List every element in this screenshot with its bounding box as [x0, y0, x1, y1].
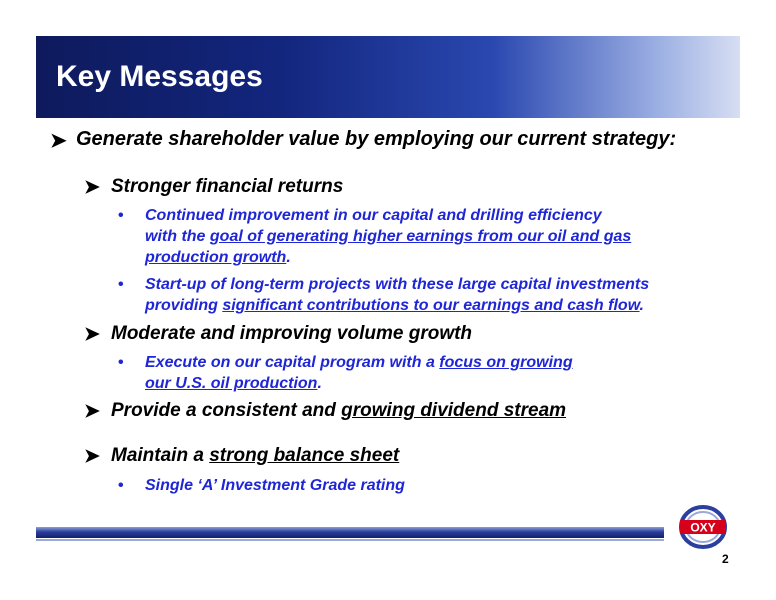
bullet-line — [145, 373, 573, 394]
dot-bullet-icon: • — [118, 477, 124, 494]
title-banner — [36, 36, 740, 118]
bullet-long-term-projects — [118, 274, 650, 316]
bullet-link-text: significant contributions to our earnings and cash flow — [222, 297, 640, 314]
bullet-investment-grade — [118, 475, 405, 496]
dot-bullet-icon: • — [118, 276, 124, 293]
bullet-text: . — [286, 249, 291, 266]
arrow-bullet-icon: ➤ — [84, 401, 100, 422]
dot-bullet-icon: • — [118, 354, 124, 371]
oxy-logo — [678, 505, 728, 549]
logo-text: OXY — [690, 520, 716, 535]
arrow-bullet-icon: ➤ — [84, 324, 100, 345]
bullet-line: Start-up of long-term projects with these large capital investments — [145, 276, 650, 293]
footer-divider — [36, 539, 664, 541]
section-heading-text — [111, 400, 566, 422]
heading-text: Maintain a — [111, 445, 210, 466]
arrow-bullet-icon: ➤ — [84, 177, 100, 198]
slide-title: Key Messages — [56, 60, 263, 93]
heading-link-text: strong balance sheet — [209, 445, 400, 466]
main-point-text: Generate shareholder value by employing our current strategy: — [76, 128, 677, 150]
arrow-bullet-icon: ➤ — [84, 446, 100, 467]
bullet-text: Execute on our capital program with a — [145, 354, 440, 371]
bullet-text: . — [639, 297, 644, 314]
bullet-link-text: focus on growing — [439, 354, 573, 371]
heading-text: Provide a consistent and — [111, 400, 342, 421]
arrow-bullet-icon: ➤ — [50, 130, 67, 152]
bullet-link-text: our U.S. oil production — [145, 375, 318, 392]
bullet-line — [145, 295, 649, 316]
bullet-capital-program — [118, 352, 573, 394]
page-number: 2 — [722, 552, 729, 566]
bullet-line: Single ‘A’ Investment Grade rating — [145, 477, 405, 494]
dot-bullet-icon: • — [118, 207, 124, 224]
section-heading-text: Moderate and improving volume growth — [111, 323, 473, 344]
section-heading-text: Stronger financial returns — [111, 176, 344, 197]
bullet-text: with the — [145, 228, 210, 245]
footer-bar — [36, 527, 664, 538]
bullet-line: Continued improvement in our capital and drilling efficiency — [145, 207, 602, 224]
heading-link-text: growing dividend stream — [341, 400, 567, 421]
bullet-link-text: production growth — [145, 249, 287, 266]
section-heading-text — [111, 445, 399, 467]
bullet-line — [145, 247, 631, 268]
bullet-line — [145, 352, 573, 373]
bullet-text: providing — [145, 297, 223, 314]
bullet-text: . — [317, 375, 322, 392]
bullet-capital-efficiency — [118, 205, 632, 268]
bullet-line — [145, 226, 631, 247]
bullet-link-text: goal of generating higher earnings from our oil and gas — [209, 228, 632, 245]
